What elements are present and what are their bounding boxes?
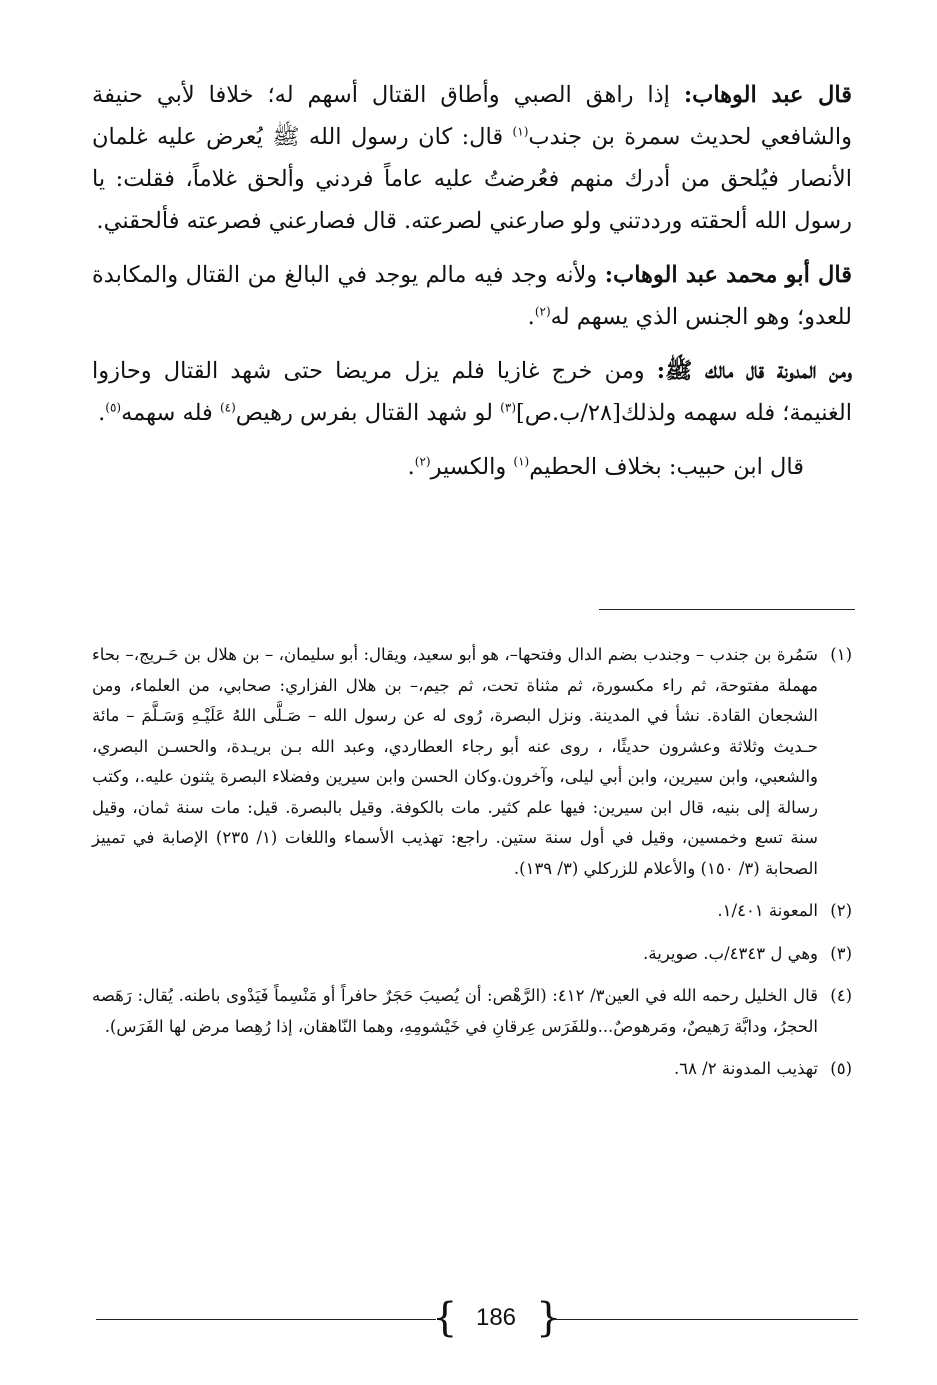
- page-footer: [0, 1290, 937, 1350]
- footnote-ref[interactable]: (٥): [105, 400, 122, 415]
- footnotes: [92, 640, 852, 1097]
- footnote-ref[interactable]: (٢): [534, 304, 551, 319]
- paragraph-1: قال عبد الوهاب: إذا راهق الصبي وأطاق القتال أسهم له؛ خلافا لأبي حنيفة والشافعي لحديث سمرة بن جندب$^{(١)}$ قال: كان رسول الله ﷺ يُعرض عليه غلمان الأنصار فيُلحق من أدرك منهم فعُرضتُ عليه عاماً فردني وألحق غلاماً، فقلت: يا رسول الله ألحقته ورددتني ولو صارعني لصرعته. قال فصارعني فصرعته فألحقني.: [92, 82, 853, 234]
- footnote-1: [92, 640, 852, 884]
- footnote-4: [92, 981, 852, 1042]
- speaker-lead: قال عبد الوهاب:: [683, 82, 852, 108]
- speaker-lead: ومن المدونة قال مالك ﷺ:: [656, 358, 852, 384]
- footnote-text: تهذيب المدونة ٢/ ٦٨.: [673, 1059, 818, 1078]
- footer-rule-right: [552, 1319, 858, 1320]
- footer-rule-left: [96, 1319, 436, 1320]
- paragraph-4: قال ابن حبيب: بخلاف الحطيم$^{(١)}$ والكسير$^{(٢)}$.: [407, 454, 804, 480]
- footnote-number: (٥): [830, 1059, 852, 1078]
- footnote-ref[interactable]: (١): [512, 124, 529, 139]
- footnote-text: المعونة ١/٤٠١.: [717, 901, 818, 920]
- footnote-text: وهي ل ٤٣٤٣/ب. صويرية.: [643, 943, 818, 963]
- brace-left-icon: {: [432, 1295, 458, 1341]
- page-number: 186: [475, 1304, 517, 1331]
- footnote-number: (٣): [830, 943, 852, 963]
- paragraph-3: ومن المدونة قال مالك ﷺ: ومن خرج غازيا فلم يزل مريضا حتى شهد القتال وحازوا الغنيمة؛ فله سهمه ولذلك[٢٨/ب.ص]$^{(٣)}$ لو شهد القتال بفرس رهيص$^{(٤)}$ فله سهمه$^{(٥)}$.: [92, 358, 852, 426]
- footnote-number: (٤): [830, 986, 852, 1005]
- footnote-2: [92, 896, 852, 927]
- footnote-text: قال الخليل رحمه الله في العين٣/ ٤١٢: (الرَّهْص: أن يُصيبَ حَجَرٌ حافراً أو مَنْسِماً فَيَدْوى باطنه. يُقال: رَهَصه الحجرُ، ودابَّة رَهيصٌ، ومَرهوصٌ...وللفَرَس عِرقانِ في خَيْشومِهِ، وهما النّاهقان، إذا رُهِصا مرض لها الفَرَس).: [92, 986, 818, 1036]
- paragraph-2: قال أبو محمد عبد الوهاب: ولأنه وجد فيه مالم يوجد في البالغ من القتال والمكابدة للعدو؛ وهو الجنس الذي يسهم له$^{(٢)}$.: [92, 262, 852, 330]
- footnote-3: [92, 939, 852, 970]
- footnote-separator: [599, 609, 855, 610]
- footnote-ref[interactable]: (٣): [500, 400, 516, 415]
- footnote-5: [92, 1054, 852, 1085]
- footnote-number: (١): [830, 645, 852, 664]
- main-text: [92, 74, 852, 500]
- footnote-text: سَمُرة بن جندب – وجندب بضم الدال وفتحها–، هو أبو سعيد، ويقال: أبو سليمان، – بن هلال بن حَـريج،– بحاء مهملة مفتوحة، ثم راء مكسورة، ثم مثناة تحت، ثم جيم،– بن هلال الفزاري: صحابي، من العلماء، ومن الشجعان القادة. نشأ في المدينة. ونزل البصرة، رُوى له عن رسول الله – صَـلَّى اللهُ عَلَيْـهِ وَسَـلَّمَ – مائة حـديث وثلاثة وعشرون حديثًا، ، روى عنه أبو رجاء العطاردي، وعبد الله بـن بريـدة، والحسـن البصري، والشعبي، وابن سيرين، وابن أبي ليلى، وآخرون.وكان الحسن وابن سيرين وفضلاء البصرة يثنون عليه.، وكتب رسالة إلى بنيه، قال ابن سيرين: فيها علم كثير. مات بالكوفة. وقيل بالبصرة. قيل: مات سنة ثمان، وقيل سنة تسع وخمسين، وقيل في أول سنة ستين. راجع: تهذيب الأسماء واللغات (١/ ٢٣٥) الإصابة في تمييز الصحابة (٣/ ١٥٠) والأعلام للزركلي (٣/ ١٣٩).: [92, 645, 818, 878]
- footnote-ref[interactable]: (٤): [219, 400, 236, 415]
- footnote-ref[interactable]: (١): [513, 454, 530, 469]
- footnote-number: (٢): [830, 901, 852, 920]
- footnote-ref[interactable]: (٢): [414, 454, 431, 469]
- brace-right-icon: }: [536, 1295, 562, 1341]
- speaker-lead: قال أبو محمد عبد الوهاب:: [604, 262, 852, 288]
